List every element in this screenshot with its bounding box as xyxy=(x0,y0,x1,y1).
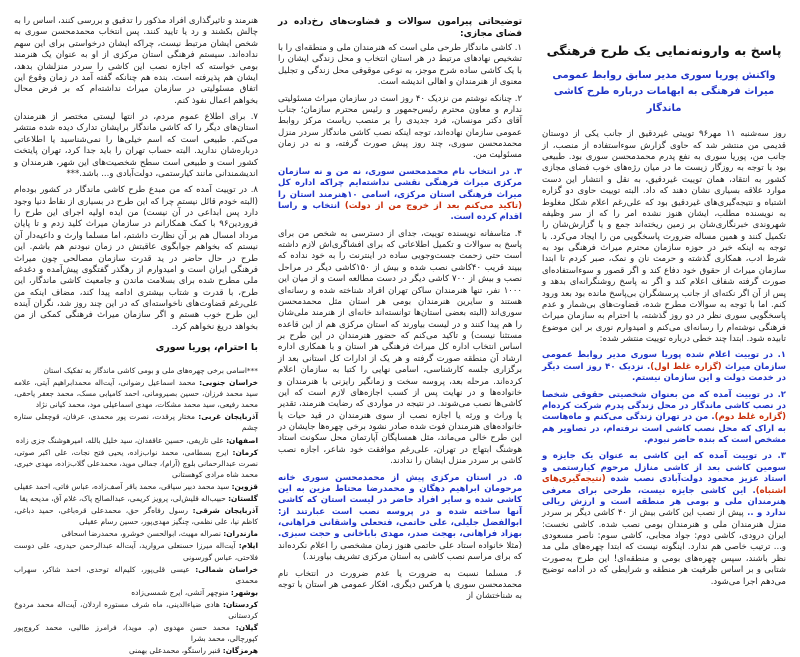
footnote-line xyxy=(14,447,258,480)
footnote-line xyxy=(14,377,258,410)
column-second-body xyxy=(278,16,522,603)
text-segment: خراسان شمالی: xyxy=(195,564,258,574)
paragraph xyxy=(278,569,522,603)
text-segment: منوچهر آتشی، ایرج شمسی‌زاده xyxy=(131,587,231,597)
column-third-body xyxy=(14,16,258,657)
text-segment: هرمزگان: xyxy=(222,646,258,656)
text-segment: هادی ضیاءالدینی، ماه شرف مستوره اردلان، آیت‌اله محمد مردوخ کردستانی xyxy=(14,600,258,621)
paragraph xyxy=(278,167,522,224)
text-segment: نصراله مهیث، ابوالحسن خوشرو، محمدرضا اسحاقی xyxy=(61,529,224,539)
text-segment: عیسی قلی‌پور، کلیم‌اله توحدی، احمد شاکر، سهراب محمدی xyxy=(14,564,258,585)
text-segment: ۴. متاسفانه نویسنده توییت، جدای از دسترسی به شخص من برای پاسخ به سوالات و تکمیل اطلاعاتی که برای افشاگری‌اش لازم داشته است حتی زحمت جست‌وجویی ساده در اینترنت را به خود نداده که ببیند قریب ۴۰کاشی نصب شده و بیش از ۱۵۰کاشی دیگر در مراحل نصب و بیش از ۷۰۰ کاشی دیگر در دست مطالعه است و از میان این ۱۰۰۰ نفر، تنها هنرمندان ساکن تهران افراد شناخته شده و رسانه‌ای هستند و سایرین هنرمندان بومی هر استان مثل محمدمحسن سوری‌اند (البته بعضی استان‌ها توانسته‌اند خانه‌ای از هنرمند ملی‌شان را هم پیدا کنند و در لیست بیاورند که استان مرکزی هم از این قاعده مستثنا نیست) و تاکید می‌کنم که حضور هنرمندان در این طرح بر اساس انتخاب اداره کل میراث فرهنگی هر استان و با همکاری اداره ارشاد آن منطقه صورت گرفته و هر یک از ادارات کل استانی بعد از برگزاری جلسه کارشناسی، اسامی نهایی را کتبا به سازمان اعلام کرده‌اند. مرحله بعد، پروسه سخت و زمانگیر رایزنی با هنرمندان و خانواده‌ها و در نهایت پس از کسب اجازه‌های لازم است که این کاشی‌ها نصب می‌شوند. در نتیجه در مواردی که رضایت هنرمند، تقدیر یا وراث و ورثه یا اجازه نصب از سوی هنرمندان در قید حیات یا خانواده‌های هنرمندان فوت شده صادر نشود برخی چهره‌ها جایشان در این طرح خالی می‌ماند، مثل همسایگان آپارتمان محل سکونت استاد هوشنگ ابتهاج در تهران، علی‌رغم موافقت خود شاعر، اجازه نصب کاشی بر سردر منزل ایشان را ندادند. xyxy=(278,228,522,467)
text-segment: آیت‌اله میرزا حسنعلی مروارید، آیت‌اله عبدالرحمن حیدری، علی دوست فلاحتی، عباس گورسونی xyxy=(14,541,258,562)
text-segment: گیلان: xyxy=(235,623,258,633)
footnote-line xyxy=(14,505,258,527)
column-third xyxy=(14,16,258,656)
text-segment: ۱. در توییت اعلام شده پوریا سوری مدیر روابط عمومی سازمان میراث xyxy=(542,350,786,372)
column-second xyxy=(278,16,522,608)
text-segment: هنرمند و تاثیرگذاری افراد مذکور را تدقیق و بررسی کنند، اساس را به چالش بکشند و رد یا تایید کنند. پس انتخاب محمدمحسن سوری به شخص ایشان مرتبط نیست، چراکه ایشان درخواستی برای این سهم نداده‌اند. سیستم فرهنگی استان مرکزی از او به عنوان یک هنرمند بومی خواسته که اجازه نصب این کاشی را سردر منزلشان بدهد، ایشان هم پذیرفته است. بنده هم چنانکه گفته آمد در زمان وقوع این اتفاق مسئولیتی در سازمان میراث نداشته‌ام که بر فرض محال بخواهم اعمال نفوذ کنم. xyxy=(14,16,258,106)
text-segment: سید محمد دبیر سیاقی، محمد باقر آصف‌زاده، عباس فاتی، احمد عقیلی xyxy=(14,481,232,491)
text-segment: روز سه‌شنبه ۱۱ مهر۹۶ توییتی غیردقیق از جانب یکی از دوستان قدیمی من منتشر شد که حاوی گزارش سوءاستفاده از منصب، از جانب من، پوریا سوری به نفع پدرم محمدمحسن سوری بود. طبیعی بود با توجه به روزگار زیست ما در میان رژه‌های خوب فضای مجازی کشور به انتقاد، همان توییت غیردقیق، به نقل و انتشار این دست موارد علاقه بسیاری نشان دهند که داد. البته توییت حاوی دو گزاره اشتباه و نتیجه‌گیری‌های غیردقیق بود که علی‌رغم اعلام شکل مغلوط به نویسنده مطلب، ایشان هنوز نشده امر را که از سر وظیفه شهروندی خبرنگاری‌شان بر زمین ریخته‌اند جمع و یا گزارش‌شان را تکمیل کنند و همین مساله ضرورت پاسخگویی من را ایجاد می‌کرد. با توجه به اینکه خبر در حوزه سازمان محترم میراث فرهنگی بود به شرط ادب، همکاری گذشته و حرمت نان و نمک، صبر کردم تا ابتدا سازمان میراث از حقوق خود دفاع کند و اگر قصور و سوءاستفاده‌ای صورت گرفته شفاف اعلام کند و اگر نه پاسخ روشنگرانه‌ای بدهد و پس از آن اگر نکته‌ای از جانب پرسشگران بی‌پاسخ مانده بود بعد ورود کنم. اما با توجه به سوالات مطرح شده، قضاوت‌های بی‌شمار و عدم پاسخگویی سوری نظر در دو روز گذشته، با احترام به سازمان میراث فرهنگی نوشته‌ام را رسانه‌ای می‌کنم و امیدوارم نوری بر این موضوع تابیده شود. ابتدا چند خطی درباره توییت منتشر شده: xyxy=(542,129,786,344)
footnote-line xyxy=(14,411,258,433)
paragraph xyxy=(14,16,258,107)
footnote-line xyxy=(14,622,258,644)
text-segment: پیش از نصب این کاشی بیش از ۴۰ کاشی دیگر بر سردر منزل هنرمندان ملی و هنرمندان بومی نصب شده. کاشی نخست: ایران درودی، کاشی دوم: جواد مجابی، کاشی سوم: ناصر مسعودی و... ترتیب خاصی هم ندارد. اینگونه نیست که ابتدا چهره‌های ملی مد نظر باشند، سپس چهره‌های بومی و منطقه‌ای! این طرح به‌صورت شتابی و بر اساس ظرفیت هر منطقه و شرایطی که در ادامه توضیح می‌دهم اجرا می‌شود. xyxy=(542,508,786,587)
text-segment: ۸. در توییت آمده که من مبدع طرح کاشی ماندگار در کشور بوده‌ام (البته خودم قائل نیستم چرا که این طرح در بسیاری از نقاط دنیا وجود دارد پس ابداعی در آن نیست) من ایده اولیه اجرای این طرح را فروردین۹۶ با کمک همکارانم در سازمان میراث کلید زدم و تا پایان مرداد امسال هم بر آن نظارت داشتم، اما مسلما وارث و داعیه‌دار آن نیستم که بخواهم جوابگوی عاقبتش در زمان نبودنم هم باشم. این طرح در حال حاضر در ید قدرت سازمان مصالحی چون میراث فرهنگی ایران است و امیدوارم از رهگذر گفتگوی پیش‌آمده و دغدغه ملی مطرح شده برای بسلامت ماندن و جامعیت کاشی ماندگار، این طرح، با قدرت و شتاب بیشتری ادامه پیدا کند، مضاف اینکه من علی‌رغم قضاوت‌های ناخواسته‌ای که در این چند روز شد، نگران آینده این طرح خوب هستم و اگر سازمان میراث فرهنگی کمکی از من بخواهد دریغ نخواهم کرد. xyxy=(14,185,258,332)
article-title: پاسخ به وارونه‌نمایی یک طرح فرهنگی xyxy=(546,43,782,58)
text-segment: ۷. برای اطلاع عموم مردم، در انتها لیستی مختصر از هنرمندان استان‌های دیگر را که کاشی ماندگار برایشان تدارک دیده شده منتشر می‌کنم. طبیعی است که اسم خیلی‌ها را نمی‌شناسید یا اطلاعاتی درباره‌شان ندارید. البته حساب تهران را باید جدا کرد، تهران پایتخت کشور است و طبیعی است سطح شخصیت‌های این شهر، هنرمندان و اندیشمندانی مانند کیارستمی، دولت‌آبادی و... باشد.*** xyxy=(14,112,258,179)
text-segment: کردستان: xyxy=(222,600,258,610)
text-segment: (گزاره غلط دوم) xyxy=(714,412,787,423)
text-segment: بوشهر: xyxy=(230,587,258,597)
paragraph xyxy=(278,43,522,89)
text-segment: مختار پرقدت، نصرت پور محمدی، عرفان، قوچعلی ستاره چشم xyxy=(14,412,258,433)
text-segment: حبیب‌اله قلیش‌لی، پرویز کریمی، عبدالصالح پاک، غلام آق، مدیحه یقا xyxy=(19,494,229,504)
footnote-line xyxy=(14,540,258,562)
paragraph xyxy=(542,451,786,588)
paragraph xyxy=(542,129,786,345)
text-segment: محمد اسماعیل رضوانی، آیت‌اله محمدابراهیم آیتی، علامه سید محمد فرزان، حسین بصیرومانی، احمد کامیابی مسک، محمد جعفر یاحقی، محمد رفیعی، سید محمد مشکات، مهدی اسماعیلی مود، محمد کیانی نژاد xyxy=(14,377,258,410)
footnote-line xyxy=(14,435,258,446)
text-segment: . نزدیک ۴۰ روز است دیگر در خدمت دولت و این سازمان نیستم. xyxy=(542,361,786,384)
text-segment: ۳. در انتخاب نام محمدمحسن سوری، نه من و نه سازمان مرکزی میراث فرهنگی نقشی نداشته‌ایم چراکه اداره کل میراث فرهنگی استان مرکزی، اسامی ۱۰هنرمند استان را xyxy=(278,166,522,200)
text-segment: قنبر راستگو، محمدعلی بهمنی xyxy=(128,646,223,656)
paragraph xyxy=(14,112,258,180)
signature xyxy=(14,342,258,355)
paragraph xyxy=(278,473,522,564)
footnote-line xyxy=(14,645,258,656)
text-segment: (گزاره غلط اول) xyxy=(650,361,722,372)
column-first-body xyxy=(542,129,786,588)
paragraph xyxy=(278,229,522,468)
footnote-line xyxy=(14,481,258,492)
footnote-line xyxy=(14,564,258,586)
text-segment: ۵. در استان مرکزی پیش از محمدمحسن سوری خانه مرحومان ابراهیم دهگان و محمدرضا محتاط مزین به این کاشی شده و سایر افراد حاضر در لیست استان که کاشی آنها ساخته شده و در پروسه نصب است عبارتند از: ابوالفضل جلیلی، علی حاتمی، فتحعلی واشقانی فراهانی، بهزاد فراهانی، بهجت صدر، مهدی باباخانی و حجت سبزی. xyxy=(278,472,522,540)
text-segment: انتخاب و راسا اقدام کرده است. xyxy=(278,200,522,223)
text-segment: رسول رفاه‌گر حق، محمدعلی قره‌باغی، حمید دباغی، کاظم نیا، علی نظمی، چنگیز مهدی‌پور، حسین رسام عقیلی xyxy=(14,506,258,527)
text-segment: گلستان: xyxy=(228,494,258,504)
paragraph xyxy=(14,185,258,333)
text-segment: آذربایجان غربی: xyxy=(198,412,258,422)
text-segment: (تاکید می‌کنم بعد از خروج من از دولت) xyxy=(344,200,522,211)
text-segment: ۱. کاشی ماندگار طرحی ملی است که هنرمندان ملی و منطقه‌ای را با تشخیص نهادهای مرتبط در هر استان انتخاب و محل زندگی ایشان را با یک کاشی ساده شرح موجز، به نوعی موقوفی محل زندگی و تجلیل معنوی از هنرمندان و اهالی اندیشه است. xyxy=(278,43,522,88)
text-segment: خراسان جنوبی: xyxy=(199,377,258,387)
text-segment: اصفهان: xyxy=(226,435,258,445)
text-segment: علی تاریفی، حسین عاقفدان، سید خلیل بالله، امیرهوشنگ جزی زاده xyxy=(15,435,227,445)
text-segment: ۲. در توییت آمده که من بعنوان شخصیتی حقوقی شخصا در نصب کاشی ماندگار در محل زندگی پدرم شرکت کرده‌ام xyxy=(542,389,786,411)
footnote-line xyxy=(14,587,258,598)
paragraph xyxy=(542,390,786,447)
text-segment: (مثلا خانواده استاد علی حاتمی هنوز زمان مشخصی را اعلام نکرده‌اند که برای مراسم نصب کاشی به استان مرکزی تشریف بیاورند.) xyxy=(278,540,522,563)
text-segment: کرمان: xyxy=(232,447,258,457)
text-segment: ۲. چنانکه نوشتم من نزدیک ۴۰ روز است در سازمان میراث مسئولیتی ندارم و معاون محترم رئیس‌جمهور و رئیس محترم سازمان؛ جناب آقای دکتر مونسان، فرد جدیدی را بر منصب ریاست مرکز روابط عمومی سازمان نهاده‌اند، توجه اینکه نصب کاشی ماندگار سردر منزل محمدمحسن سوری، چند روز پیش صورت گرفته، و نه در زمان مسئولیت من. xyxy=(278,93,523,161)
text-segment: . این کاشی جایزه نیست، طرحی برای معرفی هنرمندان ملی و بومی هر منطقه است و ارزش ریالی ندارد و .. xyxy=(542,485,787,519)
paragraph xyxy=(542,350,786,384)
text-segment: با احترام، پوریا سوری xyxy=(155,342,258,354)
footnote-line xyxy=(14,365,258,376)
text-segment: ۳. در توییت آمده که این کاشی به عنوان یک جایزه و سومین کاشی بعد از کاشی منازل مرحوم کیارستمی و استاد عزیز محمود دولت‌آبادی نصب شده xyxy=(542,451,786,485)
text-segment: ۶. مسلما نسبت به ضرورت یا عدم ضرورت در انتخاب نام محمدمحسن سوری یا هرکس دیگری، افکار عمومی هر استان با توجه به شناختشان از xyxy=(278,568,522,602)
text-segment: مازندران: xyxy=(223,529,258,539)
text-segment: آذربایجان شرقی: xyxy=(192,506,258,516)
column-first xyxy=(542,16,786,608)
text-segment: (نتیجه‌گیری‌های اشتباه) xyxy=(542,474,786,496)
text-segment: محمد حسن مهدوی (م. موید)، فرامرز طالبی، محمد کروچ‌پور کپورچالی، محمد بشرا xyxy=(14,623,258,644)
article-subtitle: واکنش پوریا سوری مدیر سابق روابط عمومی میراث فرهنگی به ابهامات درباره طرح کاشی ماندگار xyxy=(552,69,776,114)
text-segment: ***اسامی برخی چهره‌های ملی و بومی کاشی ماندگار به تفکیک استان xyxy=(43,365,258,375)
text-segment: قزوین: xyxy=(231,481,258,491)
footnote-line xyxy=(14,493,258,504)
section-heading xyxy=(278,16,522,40)
text-segment: . من در تهران زندگی می‌کنم و ماه‌هاست به اراک که محل نصب کاشی است نرفته‌ام، در تصاویر هم مشخص است که بنده حاضر نبودم. xyxy=(542,412,786,445)
text-segment: توضیحاتی پیرامون سوالات و قضاوت‌های رخ‌داده در فضای مجازی: xyxy=(278,17,522,40)
text-segment: ایرج بسطامی، محمد نواب‌زاده، یحیی فتح نجات، علی اکبر صوتی، نصرت عبدالرحمانی بلوچ (آرام)، جمالی موید، محمدعلی گلاب‌زاده، مهدی خیری، محمد شاه مرادی کوهستانی xyxy=(14,447,258,479)
text-segment: ایلام: xyxy=(238,541,258,551)
paragraph xyxy=(278,94,522,162)
footnote-line xyxy=(14,528,258,539)
